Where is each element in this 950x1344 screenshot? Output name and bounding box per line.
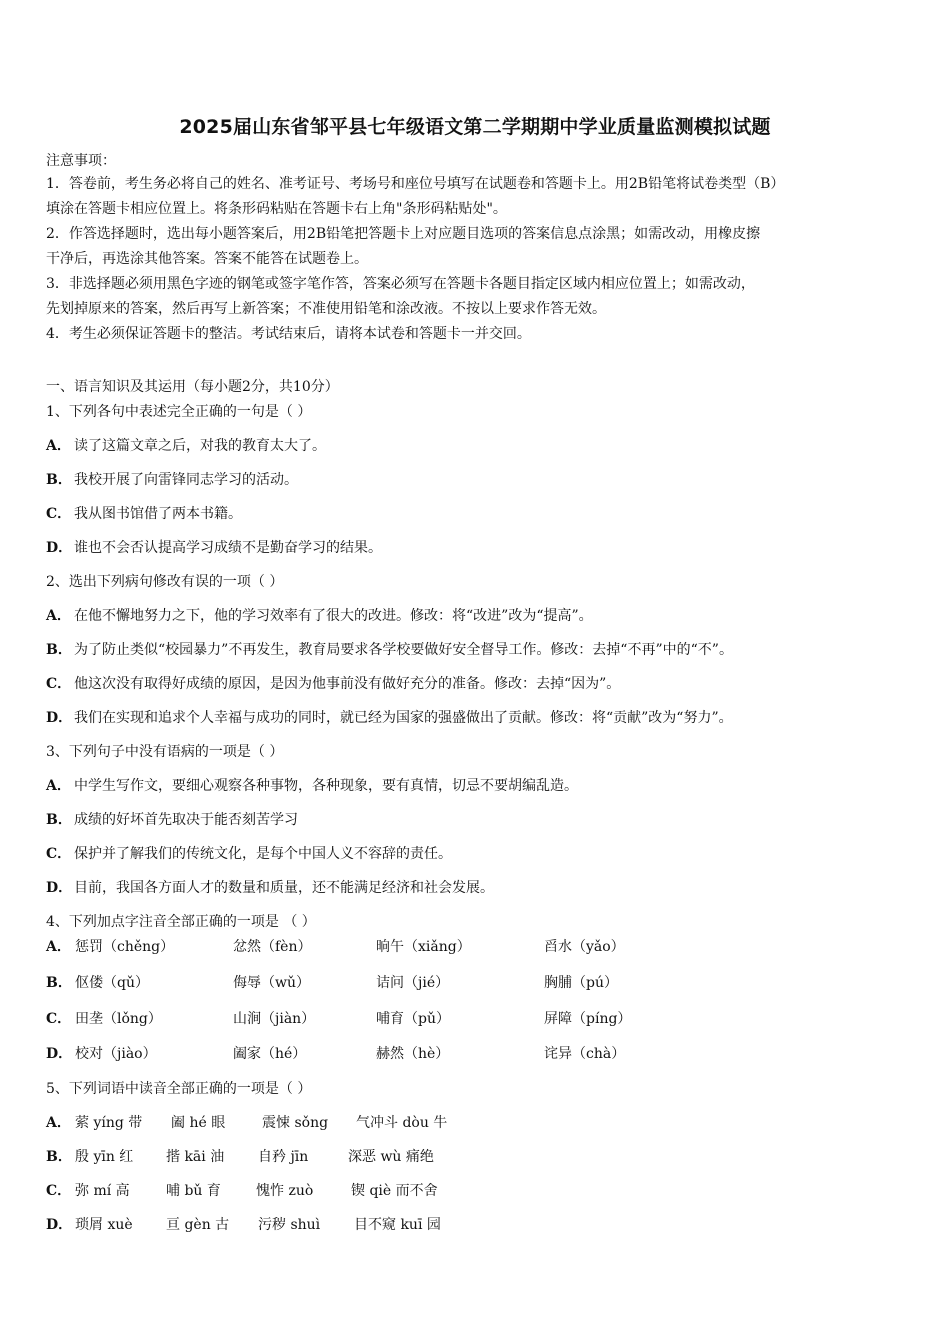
question-5-option-a <box>46 1112 74 1132</box>
option-label: A． <box>46 778 71 794</box>
pinyin-item: 校对（jiào） <box>75 1046 157 1062</box>
question-4-stem: 4、下列加点字注音全部正确的一项是 （ ） <box>46 914 316 930</box>
word-item: 自矜 jīn <box>258 1149 309 1165</box>
question-1-option-d <box>46 537 382 557</box>
notes <box>46 150 912 347</box>
option-label: C． <box>46 506 72 522</box>
notes-line: 填涂在答题卡相应位置上。将条形码粘贴在答题卡右上角"条形码粘贴处"。 <box>46 201 507 217</box>
pinyin-item: 胸脯（pú） <box>544 975 618 991</box>
word-item: 深恶 wù 痛绝 <box>348 1149 434 1165</box>
question-2-option-b <box>46 639 733 659</box>
option-label: A． <box>46 939 71 955</box>
word-item: 琐屑 xuè <box>75 1217 133 1233</box>
pinyin-item: 舀水（yǎo） <box>544 939 625 955</box>
word-item: 污秽 shuì <box>258 1217 321 1233</box>
word-item: 萦 yíng 带 <box>75 1115 143 1131</box>
question-3-option-d <box>46 877 494 897</box>
word-item: 哺 bǔ 育 <box>166 1183 221 1199</box>
question-5-option-d <box>46 1214 74 1234</box>
question-4-option-d <box>46 1043 74 1063</box>
question-2-option-a <box>46 605 593 625</box>
pinyin-item: 田垄（lǒng） <box>75 1011 162 1027</box>
question-1-stem: 1、下列各句中表述完全正确的一句是（ ） <box>46 404 312 420</box>
pinyin-item: 诘问（jié） <box>376 975 450 991</box>
option-text: 保护并了解我们的传统文化，是每个中国人义不容辞的责任。 <box>74 846 452 862</box>
word-item: 揩 kāi 油 <box>166 1149 225 1165</box>
option-label: B． <box>46 1149 72 1165</box>
notes-line: 2．作答选择题时，选出每小题答案后，用2B铅笔把答题卡上对应题目选项的答案信息点涂黑；如需改动，用橡皮擦 <box>46 226 761 242</box>
option-text: 中学生写作文，要细心观察各种事物，各种现象，要有真情，切忌不要胡编乱造。 <box>74 778 578 794</box>
option-label: A． <box>46 1115 71 1131</box>
page-title: 2025届山东省邹平县七年级语文第二学期期中学业质量监测模拟试题 <box>179 116 771 138</box>
option-label: B． <box>46 975 72 991</box>
option-text: 他这次没有取得好成绩的原因，是因为他事前没有做好充分的准备。修改：去掉“因为”。 <box>74 676 621 692</box>
word-item: 弥 mí 高 <box>75 1183 130 1199</box>
option-text: 谁也不会否认提高学习成绩不是勤奋学习的结果。 <box>74 540 382 556</box>
question-1-option-c <box>46 503 242 523</box>
option-label: D． <box>46 1217 73 1233</box>
option-label: B． <box>46 812 72 828</box>
notes-line: 4．考生必须保证答题卡的整洁。考试结束后，请将本试卷和答题卡一并交回。 <box>46 326 531 342</box>
word-item: 阖 hé 眼 <box>171 1115 226 1131</box>
pinyin-item: 哺育（pǔ） <box>376 1011 450 1027</box>
word-item: 震悚 sǒng <box>262 1115 329 1131</box>
pinyin-item: 晌午（xiǎng） <box>376 939 471 955</box>
option-label: D． <box>46 540 73 556</box>
option-label: A． <box>46 608 71 624</box>
option-text: 读了这篇文章之后，对我的教育太大了。 <box>74 438 326 454</box>
question-3-option-b <box>46 809 298 829</box>
question-1-option-b <box>46 469 298 489</box>
word-item: 愧怍 zuò <box>256 1183 314 1199</box>
pinyin-item: 屏障（píng） <box>544 1011 632 1027</box>
pinyin-item: 侮辱（wǔ） <box>233 975 310 991</box>
notes-line: 干净后，再选涂其他答案。答案不能答在试题卷上。 <box>46 251 368 267</box>
question-5-option-c <box>46 1180 74 1200</box>
question-3-stem: 3、下列句子中没有语病的一项是（ ） <box>46 744 284 760</box>
option-label: A． <box>46 438 71 454</box>
question-4-option-a <box>46 936 74 956</box>
word-item: 目不窥 kuī 园 <box>354 1217 441 1233</box>
notes-line: 3．非选择题必须用黑色字迹的钢笔或签字笔作答，答案必须写在答题卡各题目指定区域内相应位置上；如需改动， <box>46 276 755 292</box>
section-heading: 一、语言知识及其运用（每小题2分，共10分） <box>46 379 339 395</box>
question-3-option-a <box>46 775 578 795</box>
pinyin-item: 忿然（fèn） <box>233 939 312 955</box>
option-label: D． <box>46 880 73 896</box>
option-label: D． <box>46 710 73 726</box>
word-item: 气冲斗 dòu 牛 <box>356 1115 448 1131</box>
pinyin-item: 赫然（hè） <box>376 1046 450 1062</box>
question-2-stem: 2、选出下列病句修改有误的一项（ ） <box>46 574 284 590</box>
option-text: 为了防止类似“校园暴力”不再发生，教育局要求各学校要做好安全督导工作。修改：去掉“不再”中的“不”。 <box>74 642 733 658</box>
question-2-option-d <box>46 707 733 727</box>
question-2-option-c <box>46 673 620 693</box>
option-label: C． <box>46 676 72 692</box>
option-text: 目前，我国各方面人才的数量和质量，还不能满足经济和社会发展。 <box>74 880 494 896</box>
option-label: C． <box>46 1183 72 1199</box>
word-item: 锲 qiè 而不舍 <box>351 1183 438 1199</box>
option-text: 我从图书馆借了两本书籍。 <box>74 506 242 522</box>
question-4-option-b <box>46 972 74 992</box>
question-3-option-c <box>46 843 452 863</box>
notes-heading: 注意事项： <box>46 153 116 169</box>
option-text: 成绩的好坏首先取决于能否刻苦学习 <box>74 812 298 828</box>
word-item: 亘 gèn 古 <box>166 1217 230 1233</box>
option-label: C． <box>46 846 72 862</box>
option-label: C． <box>46 1011 72 1027</box>
option-text: 我们在实现和追求个人幸福与成功的同时，就已经为国家的强盛做出了贡献。修改：将“贡献”改为“努力”。 <box>74 710 733 726</box>
option-text: 在他不懈地努力之下，他的学习效率有了很大的改进。修改：将“改进”改为“提高”。 <box>74 608 593 624</box>
pinyin-item: 惩罚（chěng） <box>75 939 175 955</box>
question-1-option-a <box>46 435 326 455</box>
pinyin-item: 山涧（jiàn） <box>233 1011 316 1027</box>
question-4-option-c <box>46 1008 74 1028</box>
pinyin-item: 诧异（chà） <box>544 1046 626 1062</box>
option-label: B． <box>46 642 72 658</box>
option-label: B． <box>46 472 72 488</box>
option-text: 我校开展了向雷锋同志学习的活动。 <box>74 472 298 488</box>
notes-line: 1．答卷前，考生务必将自己的姓名、准考证号、考场号和座位号填写在试题卷和答题卡上。用2B铅笔将试卷类型（B） <box>46 176 785 192</box>
notes-line: 先划掉原来的答案，然后再写上新答案；不准使用铅笔和涂改液。不按以上要求作答无效。 <box>46 301 606 317</box>
pinyin-item: 伛偻（qǔ） <box>75 975 149 991</box>
question-5-stem: 5、下列词语中读音全部正确的一项是（ ） <box>46 1081 312 1097</box>
word-item: 殷 yīn 红 <box>75 1149 134 1165</box>
option-label: D． <box>46 1046 73 1062</box>
question-5-option-b <box>46 1146 74 1166</box>
pinyin-item: 阖家（hé） <box>233 1046 307 1062</box>
